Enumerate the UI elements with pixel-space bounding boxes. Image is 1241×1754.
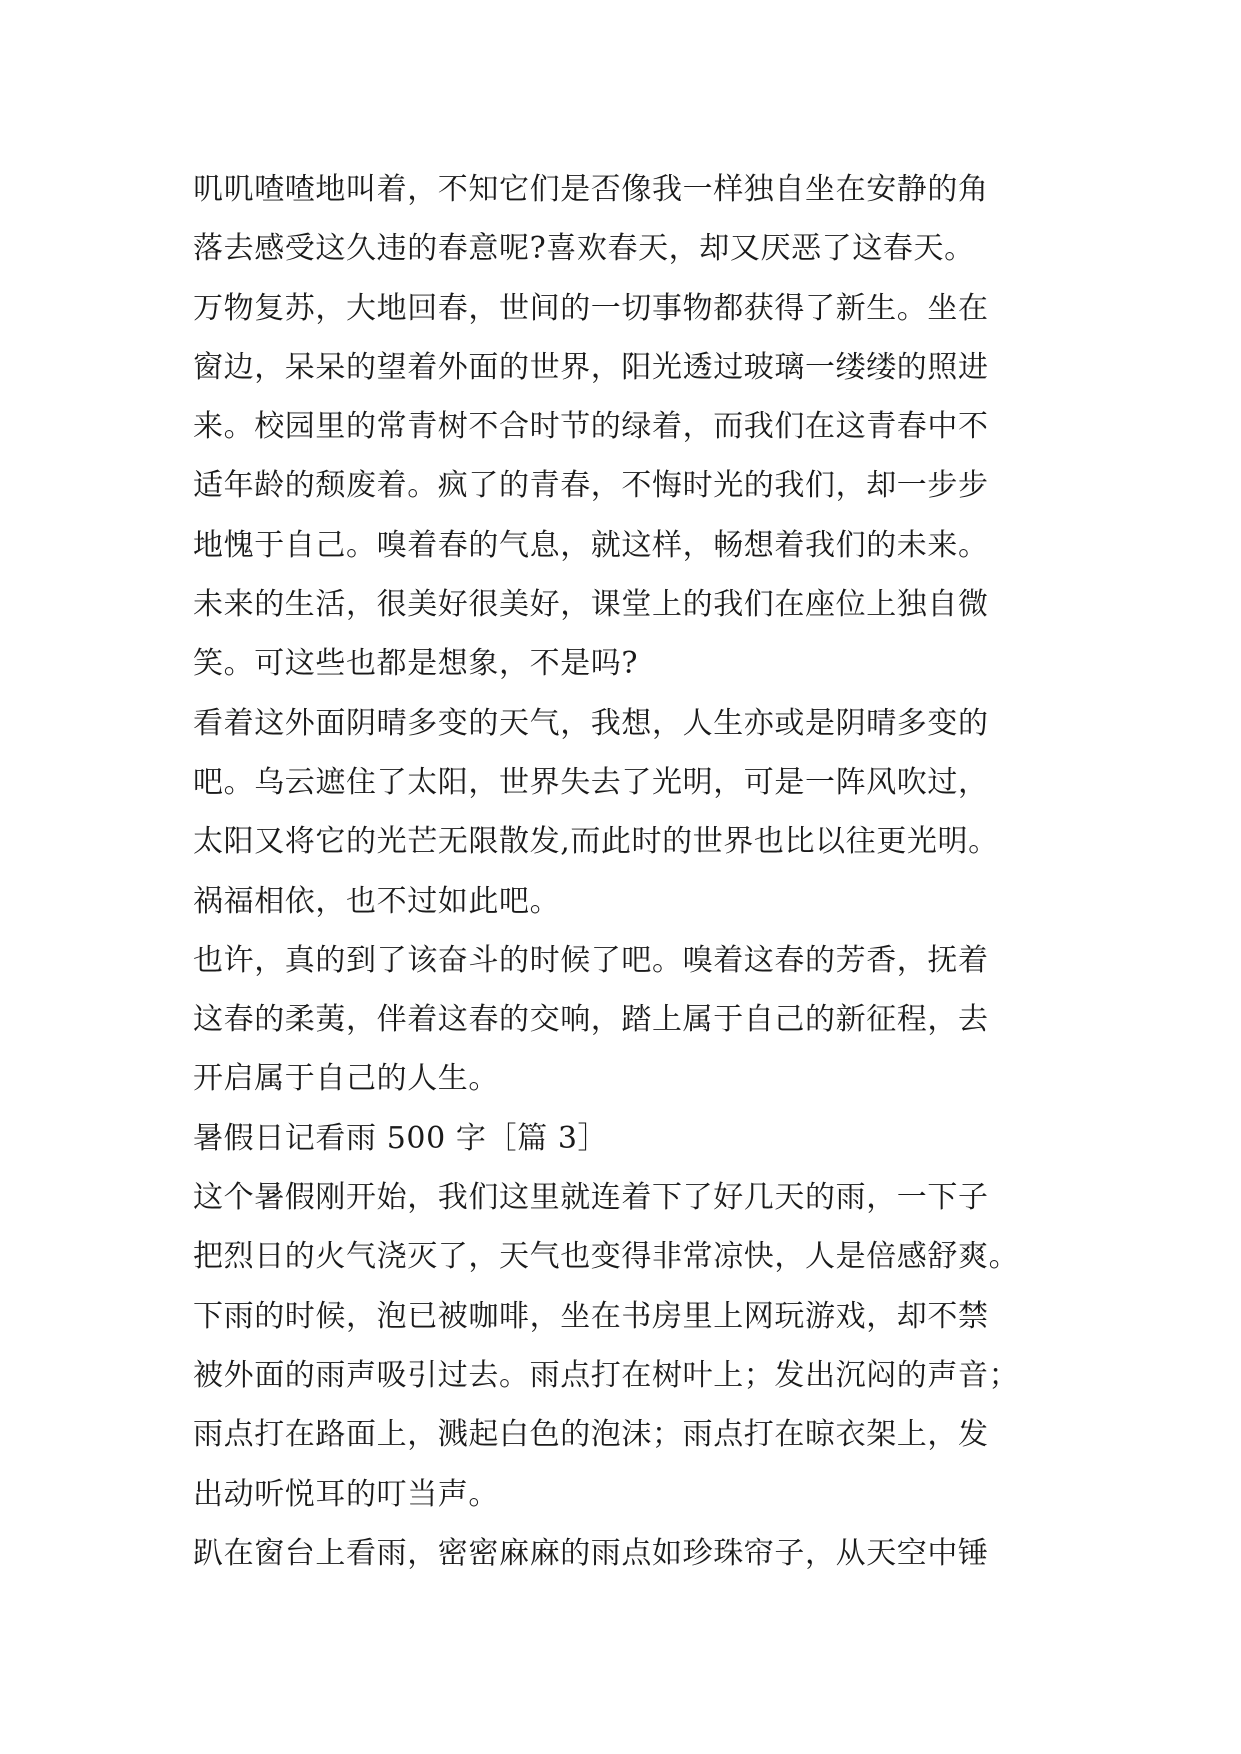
- text-line: 被外面的雨声吸引过去。雨点打在树叶上；发出沉闷的声音；: [193, 1357, 1020, 1393]
- text-line: 适年龄的颓废着。疯了的青春，不悔时光的我们，却一步步: [193, 468, 989, 504]
- text-line: 下雨的时候，泡已被咖啡，坐在书房里上网玩游戏，却不禁: [193, 1298, 989, 1334]
- text-line: 也许，真的到了该奋斗的时候了吧。嗅着这春的芳香，抚着: [193, 942, 989, 978]
- text-line: 落去感受这久违的春意呢?喜欢春天，却又厌恶了这春天。: [193, 231, 975, 267]
- text-line: 地愧于自己。嗅着春的气息，就这样，畅想着我们的未来。: [193, 527, 989, 563]
- text-line: 吧。乌云遮住了太阳，世界失去了光明，可是一阵风吹过，: [193, 764, 989, 800]
- document-body: [193, 160, 1073, 1583]
- text-line: 雨点打在路面上，溅起白色的泡沫；雨点打在晾衣架上，发: [193, 1417, 989, 1453]
- text-line: 开启属于自己的人生。: [193, 1061, 499, 1097]
- text-line: 趴在窗台上看雨，密密麻麻的雨点如珍珠帘子，从天空中锤: [193, 1535, 989, 1571]
- text-line: 太阳又将它的光芒无限散发,而此时的世界也比以往更光明。: [193, 824, 999, 860]
- text-line: 笑。可这些也都是想象，不是吗?: [193, 646, 639, 682]
- text-line: 这春的柔荑，伴着这春的交响，踏上属于自己的新征程，去: [193, 1002, 989, 1038]
- text-line: 出动听悦耳的叮当声。: [193, 1476, 499, 1512]
- text-line: 未来的生活，很美好很美好，课堂上的我们在座位上独自微: [193, 587, 989, 623]
- text-line: 万物复苏，大地回春，世间的一切事物都获得了新生。坐在: [193, 290, 989, 326]
- text-line: 叽叽喳喳地叫着，不知它们是否像我一样独自坐在安静的角: [193, 172, 989, 207]
- text-line: 窗边，呆呆的望着外面的世界，阳光透过玻璃一缕缕的照进: [193, 349, 989, 385]
- text-line: 这个暑假刚开始，我们这里就连着下了好几天的雨，一下子: [193, 1180, 989, 1216]
- text-line: 看着这外面阴晴多变的天气，我想，人生亦或是阴晴多变的: [193, 705, 989, 741]
- section-heading: 暑假日记看雨 500 字［篇 3］: [193, 1120, 609, 1156]
- text-line: 把烈日的火气浇灭了，天气也变得非常凉快，人是倍感舒爽。: [193, 1239, 1020, 1275]
- text-line: 来。校园里的常青树不合时节的绿着，而我们在这青春中不: [193, 409, 989, 445]
- text-line: 祸福相依，也不过如此吧。: [193, 883, 561, 919]
